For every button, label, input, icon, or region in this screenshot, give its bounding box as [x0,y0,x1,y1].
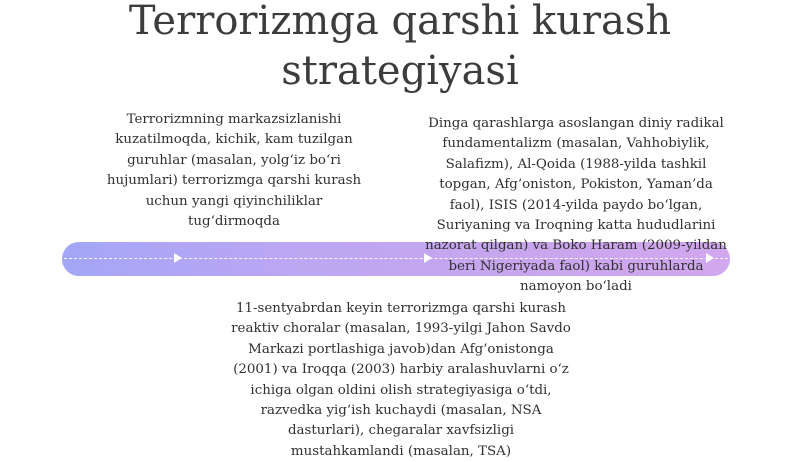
text-line: guruhlar (masalan, yolg‘iz bo‘ri [127,152,341,168]
text-line: tug‘dirmoqda [188,214,280,230]
slide-title [0,0,800,96]
text-line: beri Nigeriyada faol) kabi guruhlarda [448,258,704,274]
text-line: fundamentalizm (masalan, Vahhobiylik, [442,136,710,152]
text-line: kuzatilmoqda, kichik, kam tuzilgan [115,132,353,148]
text-line: faol), ISIS (2014-yilda paydo bo‘lgan, [449,197,703,213]
text-line: ichiga olgan oldini olish strategiyasiga o‘tdi, [250,382,552,398]
text-line: 11-sentyabrdan keyin terrorizmga qarshi kurash [235,301,567,316]
text-line: dasturlari), chegaralar xavfsizligi [287,423,515,439]
title-line-2: strategiyasi [281,48,519,94]
text-line: Dinga qarashlarga asoslangan diniy radikal [428,116,724,131]
text-line: mustahkamlandi (masalan, TSA) [290,443,512,459]
text-line: uchun yangi qiyinchiliklar [145,193,323,209]
text-line: (2001) va Iroqqa (2003) harbiy aralashuvlarni o‘z [233,362,569,378]
text-line: Markazi portlashiga javob)dan Afg‘onistonga [248,341,554,357]
timeline-arrow-icon [174,253,182,263]
text-line: topgan, Afg‘oniston, Pokiston, Yaman’da [439,177,713,193]
text-line: nazorat qilgan) va Boko Haram (2009-yildan [425,238,727,254]
text-line: razvedka yig‘ish kuchaydi (masalan, NSA [260,403,542,419]
text-line: namoyon bo‘ladi [520,279,632,295]
text-line: Suriyaning va Iroqning katta hududlarini [436,218,716,234]
bottom-text-block [212,299,590,462]
left-text-block [60,110,408,232]
title-line-1: Terrorizmga qarshi kurash [128,0,672,44]
text-line: hujumlari) terrorizmga qarshi kurash [106,173,362,189]
right-text-block [400,114,752,298]
text-line: Salafizm), Al-Qoida (1988-yilda tashkil [445,156,707,172]
text-line: Terrorizmning markazsizlanishi [126,112,342,127]
text-line: reaktiv choralar (masalan, 1993-yilgi Jahon Savdo [231,321,571,337]
